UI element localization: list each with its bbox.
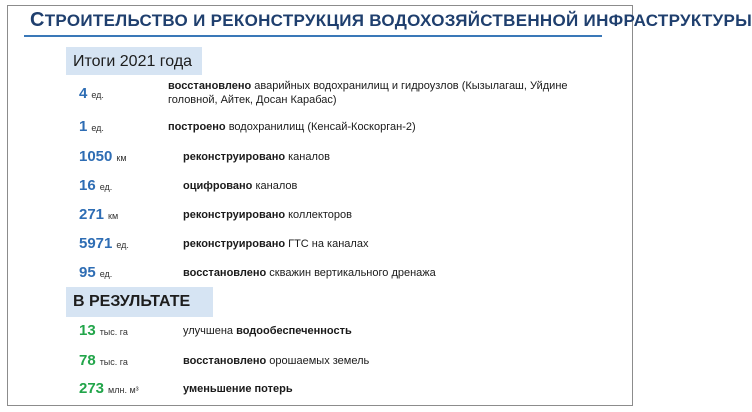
result-unit: ед.: [91, 90, 104, 100]
result-description: оцифровано каналов: [183, 180, 298, 192]
result-value: 271 км: [79, 206, 119, 223]
title-initial: С: [30, 9, 45, 31]
result-description: реконструировано ГТС на каналах: [183, 238, 369, 250]
outcome-description: улучшена водообеспеченность: [183, 325, 352, 337]
result-value: 1 ед.: [79, 118, 104, 135]
outcome-unit: тыс. га: [99, 357, 128, 367]
result-value: 5971 ед.: [79, 235, 129, 252]
result-description: реконструировано коллекторов: [183, 209, 352, 221]
result-unit: ед.: [99, 182, 113, 192]
outcome-unit: тыс. га: [99, 327, 128, 337]
result-description: восстановлено аварийных водохранилищ и гидроузлов (Кызылагаш, Уйдине головной, Айтек, Досан Карабас): [168, 80, 568, 106]
title-text: ТРОИТЕЛЬСТВО И РЕКОНСТРУКЦИЯ ВОДОХОЗЯЙСТВЕННОЙ ИНФРАСТРУКТУРЫ: [44, 11, 752, 30]
result-description: реконструировано каналов: [183, 151, 330, 163]
title-underline: [24, 35, 602, 37]
result-description: построено водохранилищ (Кенсай-Коскорган-2): [168, 121, 416, 133]
result-value: 95 ед.: [79, 264, 113, 281]
outcome-description: уменьшение потерь: [183, 383, 293, 395]
outcome-value: 273 млн. м³: [79, 380, 139, 397]
result-unit: ед.: [91, 123, 104, 133]
outcome-value: 78 тыс. га: [79, 352, 128, 369]
result-unit: ед.: [116, 240, 129, 250]
result-value: 16 ед.: [79, 177, 113, 194]
result-unit: ед.: [99, 269, 113, 279]
section-outcome-header: В РЕЗУЛЬТАТЕ: [66, 287, 213, 317]
outcome-unit: млн. м³: [108, 385, 139, 395]
result-value: 4 ед.: [79, 85, 104, 102]
page-title: [30, 9, 752, 32]
outcome-value: 13 тыс. га: [79, 322, 128, 339]
result-description: восстановлено скважин вертикального дренажа: [183, 267, 436, 279]
result-unit: км: [116, 153, 127, 163]
result-unit: км: [108, 211, 119, 221]
section-results-header: Итоги 2021 года: [66, 47, 202, 75]
outcome-description: восстановлено орошаемых земель: [183, 355, 370, 367]
result-value: 1050 км: [79, 148, 127, 165]
